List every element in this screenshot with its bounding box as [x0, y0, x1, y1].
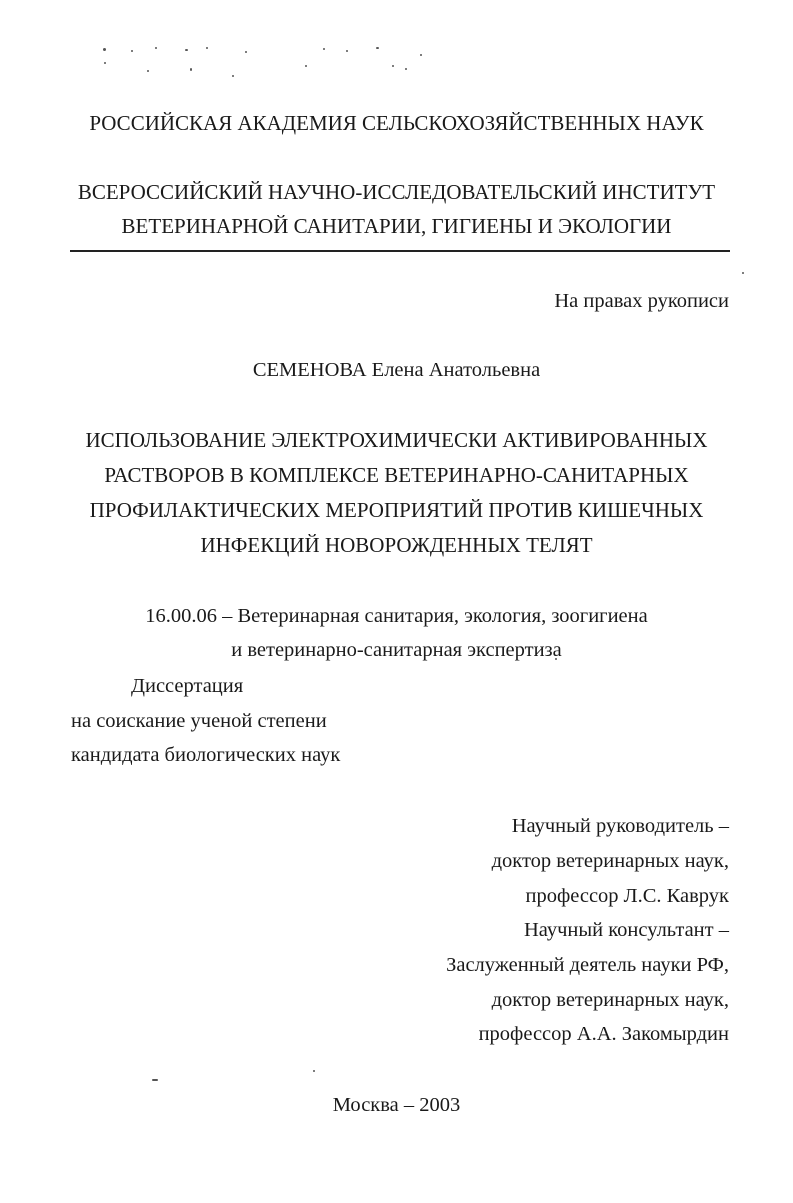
speck [376, 47, 379, 49]
speck [131, 50, 133, 52]
speck [245, 51, 247, 53]
speck [206, 47, 208, 49]
manuscript-note: На правах рукописи [554, 290, 729, 312]
title-line: ПРОФИЛАКТИЧЕСКИХ МЕРОПРИЯТИЙ ПРОТИВ КИШЕЧНЫХ [89, 498, 704, 522]
advisor-line: Научный консультант – [524, 919, 729, 941]
header-divider [70, 250, 730, 252]
speck [155, 47, 157, 49]
speck [305, 65, 307, 67]
academy-name: РОССИЙСКАЯ АКАДЕМИЯ СЕЛЬСКОХОЗЯЙСТВЕННЫХ НАУК [89, 111, 704, 135]
speck [185, 49, 188, 51]
title-line: РАСТВОРОВ В КОМПЛЕКСЕ ВЕТЕРИНАРНО-САНИТАРНЫХ [104, 463, 689, 487]
speck [152, 1079, 158, 1081]
speck [346, 50, 348, 52]
degree-line: Диссертация [131, 675, 244, 697]
speck [742, 272, 744, 274]
degree-line: на соискание ученой степени [71, 710, 327, 732]
institute-name-line1: ВСЕРОССИЙСКИЙ НАУЧНО-ИССЛЕДОВАТЕЛЬСКИЙ ИНСТИТУТ [77, 180, 716, 204]
speck [313, 1070, 315, 1072]
title-line: ИНФЕКЦИЙ НОВОРОЖДЕННЫХ ТЕЛЯТ [200, 533, 593, 557]
place-year: Москва – 2003 [332, 1094, 461, 1116]
advisor-line: профессор А.А. Закомырдин [478, 1023, 729, 1045]
speck [232, 75, 234, 77]
advisor-line: профессор Л.С. Каврук [525, 885, 729, 907]
specialty-line: и ветеринарно-санитарная экспертиза [231, 639, 562, 661]
specialty-line: 16.00.06 – Ветеринарная санитария, экология, зоогигиена [145, 605, 648, 627]
author-name: СЕМЕНОВА Елена Анатольевна [252, 359, 541, 381]
advisor-line: доктор ветеринарных наук, [491, 989, 729, 1011]
speck [405, 68, 407, 70]
speck [103, 48, 106, 51]
speck [104, 62, 106, 64]
speck [420, 54, 422, 56]
speck [190, 68, 192, 71]
advisor-line: Заслуженный деятель науки РФ, [446, 954, 729, 976]
speck [392, 65, 394, 67]
advisor-line: Научный руководитель – [511, 815, 729, 837]
speck [323, 48, 325, 50]
title-line: ИСПОЛЬЗОВАНИЕ ЭЛЕКТРОХИМИЧЕСКИ АКТИВИРОВАННЫХ [85, 428, 708, 452]
institute-name-line2: ВЕТЕРИНАРНОЙ САНИТАРИИ, ГИГИЕНЫ И ЭКОЛОГИИ [121, 214, 672, 238]
degree-line: кандидата биологических наук [71, 744, 341, 766]
advisor-line: доктор ветеринарных наук, [491, 850, 729, 872]
speck [147, 70, 149, 72]
